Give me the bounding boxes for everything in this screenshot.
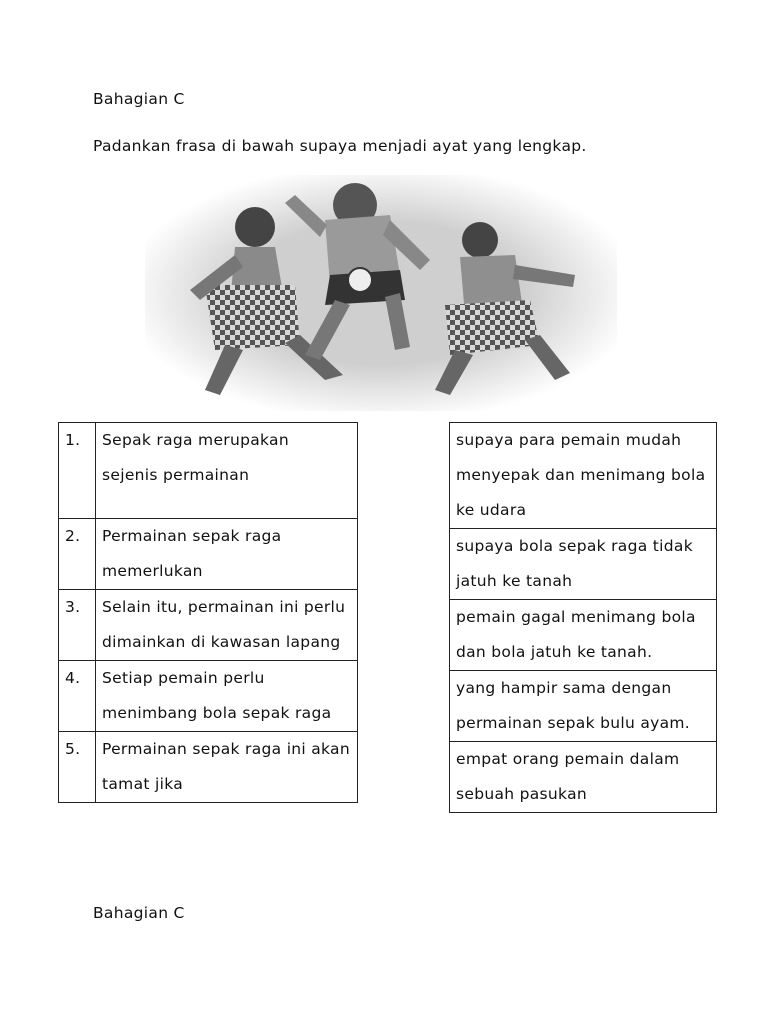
right-phrase-text: yang hampir sama dengan permainan sepak bulu ayam.	[456, 679, 691, 732]
right-phrase-text: supaya bola sepak raga tidak jatuh ke tanah	[456, 537, 693, 590]
left-phrase	[96, 423, 358, 519]
left-phrase-table	[58, 422, 358, 803]
left-phrase-text: Permainan sepak raga ini akan tamat jika	[102, 740, 350, 793]
table-row	[59, 423, 358, 519]
table-row	[450, 423, 717, 529]
table-row	[450, 742, 717, 813]
table-row	[450, 529, 717, 600]
left-phrase-text: Permainan sepak raga memerlukan	[102, 527, 282, 580]
right-phrase	[450, 529, 717, 600]
section-heading: Bahagian C	[93, 90, 185, 108]
table-row	[59, 732, 358, 803]
row-number: 4.	[59, 661, 96, 732]
left-phrase-text: Selain itu, permainan ini perlu dimainkan di kawasan lapang	[102, 598, 346, 651]
right-phrase	[450, 671, 717, 742]
sepak-raga-players-illustration	[145, 175, 617, 411]
right-phrase-table	[449, 422, 717, 813]
left-phrase	[96, 661, 358, 732]
row-number: 2.	[59, 519, 96, 590]
right-phrase-text: empat orang pemain dalam sebuah pasukan	[456, 750, 680, 803]
instruction-text: Padankan frasa di bawah supaya menjadi ayat yang lengkap.	[93, 137, 587, 155]
left-phrase-text: Sepak raga merupakan sejenis permainan	[102, 431, 289, 484]
right-phrase	[450, 742, 717, 813]
right-phrase	[450, 423, 717, 529]
footer-section-heading: Bahagian C	[93, 904, 185, 922]
right-phrase-text: pemain gagal menimang bola dan bola jatuh ke tanah.	[456, 608, 696, 661]
row-number: 5.	[59, 732, 96, 803]
left-phrase	[96, 519, 358, 590]
row-number: 3.	[59, 590, 96, 661]
table-row	[59, 519, 358, 590]
left-phrase	[96, 590, 358, 661]
table-row	[59, 661, 358, 732]
right-phrase-text: supaya para pemain mudah menyepak dan menimang bola ke udara	[456, 431, 706, 519]
table-row	[59, 590, 358, 661]
left-phrase	[96, 732, 358, 803]
left-phrase-text: Setiap pemain perlu menimbang bola sepak raga	[102, 669, 332, 722]
row-number: 1.	[59, 423, 96, 519]
table-row	[450, 600, 717, 671]
right-phrase	[450, 600, 717, 671]
table-row	[450, 671, 717, 742]
